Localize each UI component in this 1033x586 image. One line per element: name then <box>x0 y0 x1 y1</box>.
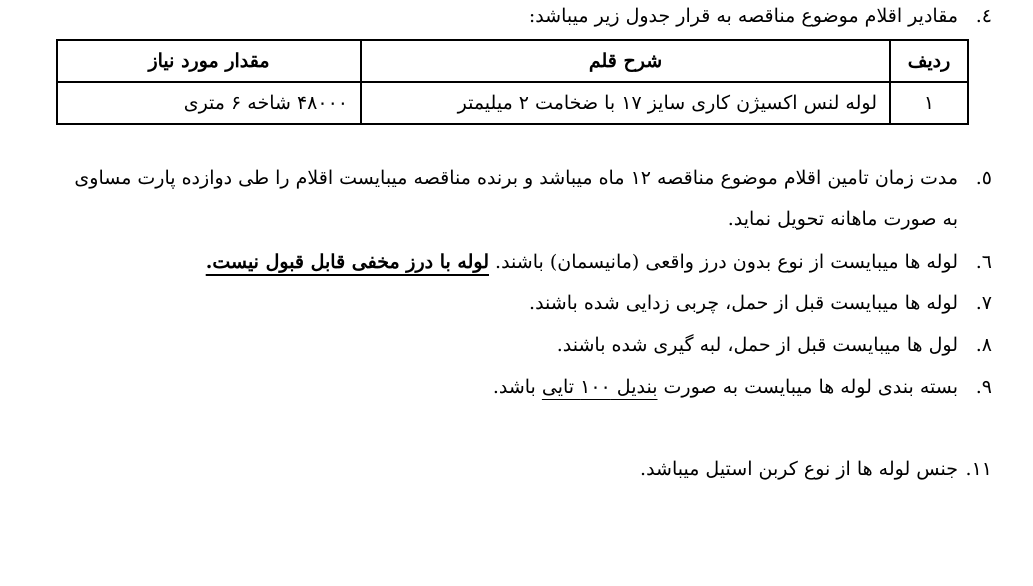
table-row <box>57 82 968 124</box>
table-header-row <box>57 40 968 82</box>
cell-description: لوله لنس اکسیژن کاری سایز ۱۷ با ضخامت ۲ میلیمتر <box>361 82 890 124</box>
item-text: مدت زمان تامین اقلام موضوع مناقصه ۱۲ ماه میباشد و برنده مناقصه میبایست اقلام را طی دوازده پارت مساوی به صورت ماهانه تحویل نماید. <box>74 167 958 230</box>
header-quantity: مقدار مورد نیاز <box>57 40 361 82</box>
item-text-after: باشد. <box>492 376 536 398</box>
header-row-number: ردیف <box>890 40 968 82</box>
item-number: .٩ <box>975 376 992 398</box>
cell-row-number: ۱ <box>890 82 968 124</box>
item-number: .٦ <box>975 251 992 273</box>
item-11 <box>58 449 992 490</box>
item-number: .١١ <box>965 458 992 480</box>
item-text: بسته بندی لوله ها میبایست به صورت <box>663 376 958 398</box>
item-9 <box>58 367 992 408</box>
item-underlined: بندیل ۱۰۰ تایی <box>541 376 658 398</box>
item-text: جنس لوله ها از نوع کربن استیل میباشد. <box>640 458 958 480</box>
item-number: .٧ <box>975 292 992 314</box>
cell-quantity: ۴۸۰۰۰ شاخه ۶ متری <box>57 82 361 124</box>
item-number: .٥ <box>975 167 992 189</box>
item-text: مقادیر اقلام موضوع مناقصه به قرار جدول زیر میباشد: <box>528 5 958 27</box>
intro-paragraph <box>58 0 992 37</box>
item-emphasis: لوله با درز مخفی قابل قبول نیست. <box>205 251 489 273</box>
item-number: .٨ <box>975 334 992 356</box>
item-6 <box>58 242 992 283</box>
item-text: لوله ها میبایست از نوع بدون درز واقعی (مانیسمان) باشند. <box>495 251 958 273</box>
header-description: شرح قلم <box>361 40 890 82</box>
item-8 <box>58 325 992 366</box>
item-text: لوله ها میبایست قبل از حمل، چربی زدایی شده باشند. <box>529 292 958 314</box>
item-5 <box>58 158 992 240</box>
item-number: .٤ <box>975 5 992 27</box>
items-table <box>56 39 969 125</box>
item-text: لول ها میبایست قبل از حمل، لبه گیری شده باشند. <box>556 334 958 356</box>
item-7 <box>58 283 992 324</box>
